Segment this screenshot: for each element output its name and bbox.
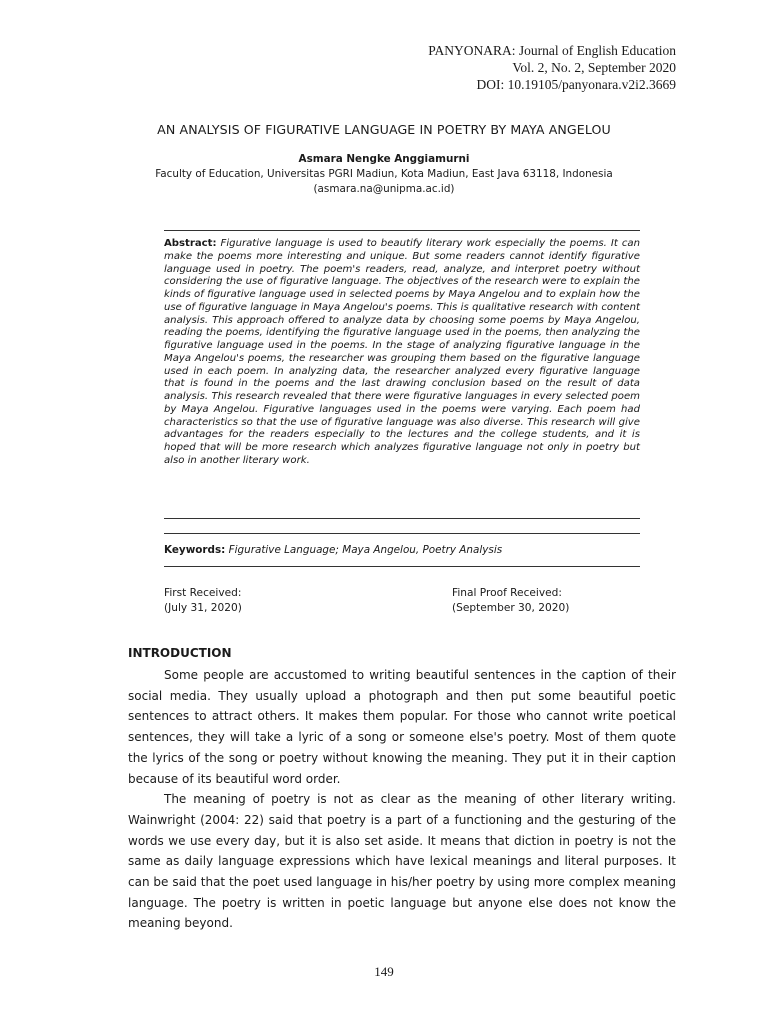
final-proof-date: (September 30, 2020) bbox=[452, 602, 570, 614]
author-name: Asmara Nengke Anggiamurni bbox=[298, 153, 470, 165]
body-text bbox=[128, 665, 676, 934]
first-received-label: First Received: bbox=[164, 587, 242, 599]
paper-title: AN ANALYSIS OF FIGURATIVE LANGUAGE IN POETRY BY MAYA ANGELOU bbox=[157, 122, 611, 137]
divider bbox=[164, 518, 640, 519]
page-number: 149 bbox=[374, 964, 394, 979]
journal-volume: Vol. 2, No. 2, September 2020 bbox=[512, 60, 676, 75]
first-received bbox=[164, 586, 242, 616]
paragraph: The meaning of poetry is not as clear as the meaning of other literary writing. Wainwright (2004: 22) said that poetry is a part of a functioning and the gesturing of the words we use every day, but it is also set aside. It means that diction in poetry is not the same as daily language expressions which have lexical meanings and literal purposes. It can be said that the poet used language in his/her poetry by using more complex meaning language. The poetry is written in poetic language but anyone else does not know the meaning beyond. bbox=[128, 792, 676, 931]
final-proof-label: Final Proof Received: bbox=[452, 587, 562, 599]
abstract-text: Figurative language is used to beautify literary work especially the poems. It can make the poems more interesting and unique. But some readers cannot identify figurative language used in poetry. The poem's readers, read, analyze, and interpret poetry without considering the use of figurative language. The objectives of the research were to explain the kinds of figurative language used in selected poems by Maya Angelou and to explain how the use of figurative language in Maya Angelou's poems. This is qualitative research with content analysis. This approach offered to analyze data by choosing some poems by Maya Angelou, reading the poems, identifying the figurative language used in the poems, then analyzing the figurative language used in the poems. In the stage of analyzing figurative language in the Maya Angelou's poems, the researcher was grouping them based on the figurative language used in each poem. In analyzing data, the researcher analyzed every figurative language that is found in the poems and the last drawing conclusion based on the result of data analysis. This research revealed that there were figurative languages in every selected poem by Maya Angelou. Figurative languages used in the poems were varying. Each poem had characteristics so that the use of figurative language was also diverse. This research will give advantages for the readers especially to the lectures and the college students, and it is hoped that will be more research which analyzes figurative language not only in poetry but also in another literary work. bbox=[164, 238, 640, 466]
abstract-label: Abstract: bbox=[164, 238, 217, 249]
keywords-text: Figurative Language; Maya Angelou, Poetry Analysis bbox=[228, 544, 503, 556]
keywords bbox=[164, 544, 502, 556]
divider bbox=[164, 566, 640, 567]
author-email: (asmara.na@unipma.ac.id) bbox=[313, 183, 455, 195]
divider bbox=[164, 230, 640, 231]
journal-doi: DOI: 10.19105/panyonara.v2i2.3669 bbox=[476, 77, 676, 92]
divider bbox=[164, 533, 640, 534]
paragraph: Some people are accustomed to writing beautiful sentences in the caption of their social media. They usually upload a photograph and then put some beautiful poetic sentences to attract others. It makes them popular. For those who cannot write poetical sentences, they will take a lyric of a song or someone else's poetry. Most of them quote the lyrics of the song or poetry without knowing the meaning. They put it in their caption because of its beautiful word order. bbox=[128, 668, 676, 786]
keywords-label: Keywords: bbox=[164, 544, 226, 556]
journal-header bbox=[428, 42, 676, 93]
abstract bbox=[164, 238, 640, 468]
author-affiliation: Faculty of Education, Universitas PGRI Madiun, Kota Madiun, East Java 63118, Indonesia bbox=[155, 168, 613, 180]
final-proof-received bbox=[452, 586, 569, 616]
section-heading: INTRODUCTION bbox=[128, 646, 232, 660]
journal-name: PANYONARA: Journal of English Education bbox=[428, 43, 676, 58]
first-received-date: (July 31, 2020) bbox=[164, 602, 242, 614]
author-block bbox=[0, 152, 768, 197]
